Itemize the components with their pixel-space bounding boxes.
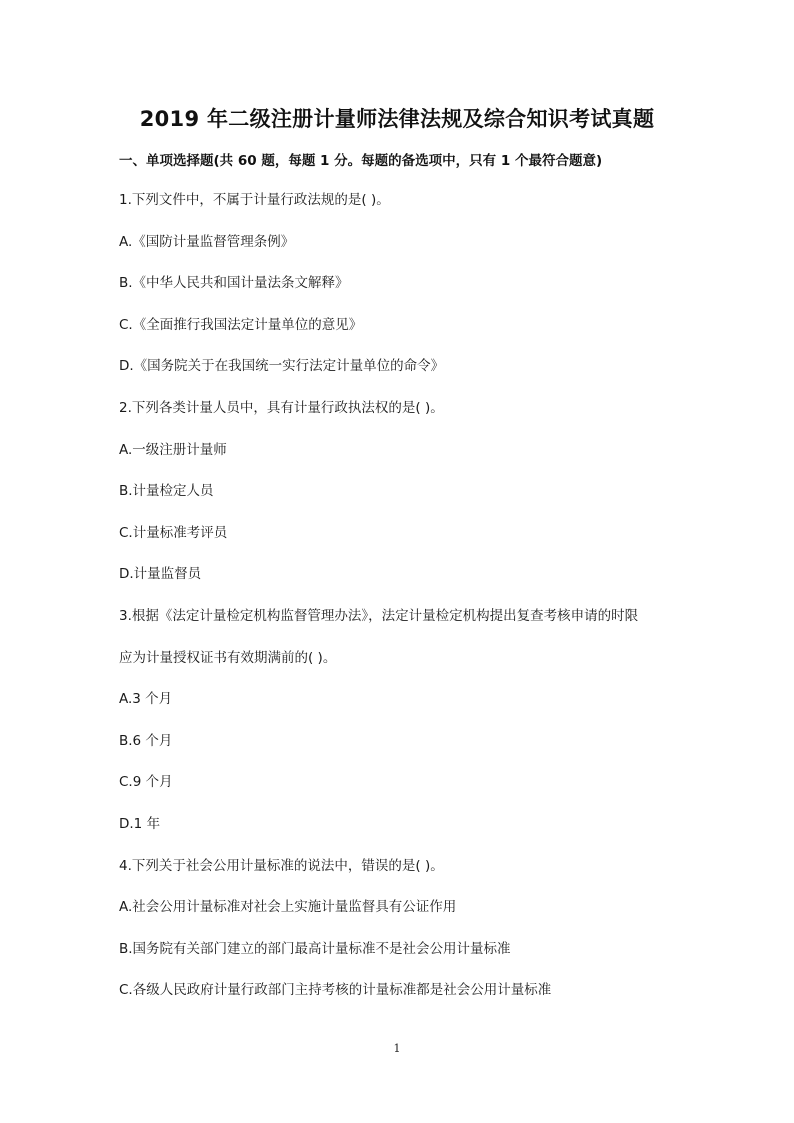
question-1-option-a: A.《国防计量监督管理条例》 xyxy=(119,233,295,250)
question-list xyxy=(119,190,679,1022)
question-3-option-c: C.9 个月 xyxy=(119,774,173,791)
question-4-option-c: C.各级人民政府计量行政部门主持考核的计量标准都是社会公用计量标准 xyxy=(119,982,552,999)
question-4-option-b: B.国务院有关部门建立的部门最高计量标准不是社会公用计量标准 xyxy=(119,940,511,957)
question-1-option-b: B.《中华人民共和国计量法条文解释》 xyxy=(119,275,349,292)
question-2-option-b: B.计量检定人员 xyxy=(119,483,214,500)
question-3-option-b: B.6 个月 xyxy=(119,732,173,749)
question-4-stem: 4.下列关于社会公用计量标准的说法中，错误的是( )。 xyxy=(119,857,444,874)
question-2-option-c: C.计量标准考评员 xyxy=(119,524,228,541)
question-2-option-d: D.计量监督员 xyxy=(119,566,202,583)
question-3-option-d: D.1 年 xyxy=(119,815,161,832)
question-3-stem-line-1: 3.根据《法定计量检定机构监督管理办法》，法定计量检定机构提出复查考核申请的时限 xyxy=(119,607,639,624)
question-3-option-a: A.3 个月 xyxy=(119,691,173,708)
question-1-stem: 1.下列文件中，不属于计量行政法规的是( )。 xyxy=(119,192,390,208)
question-2-stem: 2.下列各类计量人员中，具有计量行政执法权的是( )。 xyxy=(119,399,444,416)
question-1-option-c: C.《全面推行我国法定计量单位的意见》 xyxy=(119,316,363,333)
question-2-option-a: A.一级注册计量师 xyxy=(119,441,227,458)
section-heading: 一、单项选择题(共 60 题，每题 1 分。每题的备选项中，只有 1 个最符合题意) xyxy=(119,153,603,169)
document-title: 2019 年二级注册计量师法律法规及综合知识考试真题 xyxy=(139,107,655,131)
question-4-option-a: A.社会公用计量标准对社会上实施计量监督具有公证作用 xyxy=(119,899,457,916)
page-number: 1 xyxy=(393,1042,401,1055)
question-1-option-d: D.《国务院关于在我国统一实行法定计量单位的命令》 xyxy=(119,358,445,375)
question-3-stem-line-2: 应为计量授权证书有效期满前的( )。 xyxy=(119,649,337,666)
